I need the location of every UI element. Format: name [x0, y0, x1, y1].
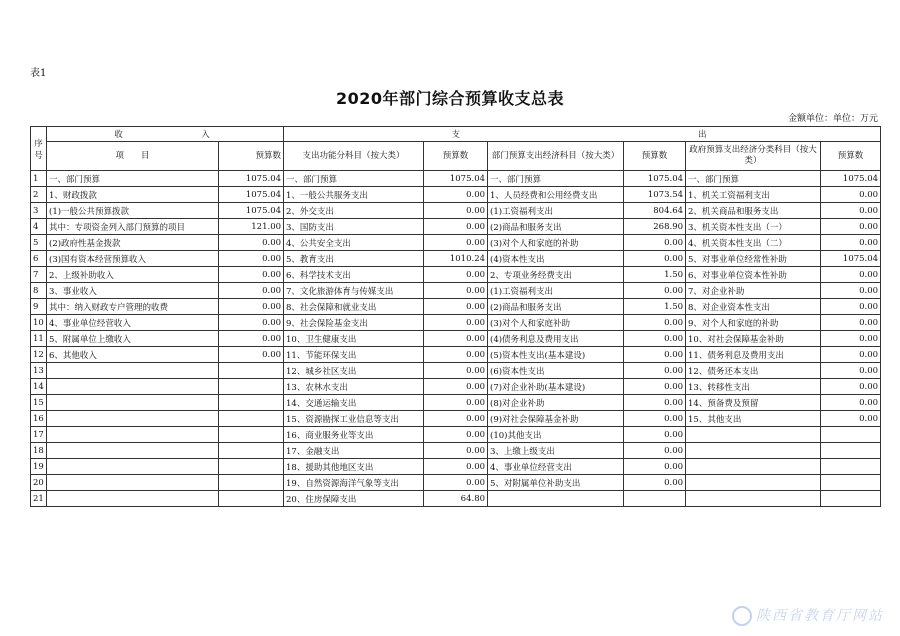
dept-item-cell: (9)对社会保障基金补助	[488, 411, 624, 427]
gov-item-cell: 12、债务还本支出	[686, 363, 821, 379]
seq-cell: 3	[31, 203, 47, 219]
income-amount-cell	[219, 475, 284, 491]
gov-amount-cell: 0.00	[821, 267, 881, 283]
income-amount-cell: 1075.04	[219, 171, 284, 187]
func-amount-cell: 1075.04	[424, 171, 488, 187]
dept-item-cell: (10)其他支出	[488, 427, 624, 443]
income-amount-cell: 121.00	[219, 219, 284, 235]
income-amount-cell	[219, 395, 284, 411]
income-item-cell	[47, 379, 219, 395]
income-item-cell	[47, 475, 219, 491]
dept-item-cell: (4)资本性支出	[488, 251, 624, 267]
gov-item-cell: 8、对企业资本性支出	[686, 299, 821, 315]
seq-cell: 13	[31, 363, 47, 379]
dept-amount-cell: 0.00	[624, 379, 686, 395]
income-amount-cell	[219, 427, 284, 443]
seq-cell: 7	[31, 267, 47, 283]
seq-cell: 5	[31, 235, 47, 251]
dept-amount-cell: 0.00	[624, 427, 686, 443]
gov-amount-cell: 0.00	[821, 203, 881, 219]
func-item-cell: 8、社会保障和就业支出	[284, 299, 424, 315]
gov-item-cell: 3、机关资本性支出（一）	[686, 219, 821, 235]
func-item-cell: 4、公共安全支出	[284, 235, 424, 251]
income-amount-cell: 0.00	[219, 267, 284, 283]
income-item-cell: 5、附属单位上缴收入	[47, 331, 219, 347]
gov-amount-cell: 0.00	[821, 331, 881, 347]
dept-amount-cell: 0.00	[624, 251, 686, 267]
dept-amount-cell: 1.50	[624, 267, 686, 283]
income-item-cell: 其中：专项资金列入部门预算的项目	[47, 219, 219, 235]
func-amount-cell: 0.00	[424, 283, 488, 299]
seq-cell: 11	[31, 331, 47, 347]
seq-cell: 17	[31, 427, 47, 443]
table-row	[31, 299, 881, 315]
dept-amount-cell: 0.00	[624, 395, 686, 411]
func-amount-cell: 0.00	[424, 395, 488, 411]
dept-amount-cell: 1.50	[624, 299, 686, 315]
dept-amount-cell: 0.00	[624, 315, 686, 331]
site-watermark	[732, 605, 884, 626]
func-item-cell: 13、农林水支出	[284, 379, 424, 395]
budget-summary-table	[30, 126, 881, 507]
gov-item-cell: 7、对企业补助	[686, 283, 821, 299]
income-item-cell	[47, 395, 219, 411]
func-item-cell: 5、教育支出	[284, 251, 424, 267]
seq-cell: 19	[31, 459, 47, 475]
dept-amount-cell: 0.00	[624, 443, 686, 459]
income-amount-cell	[219, 411, 284, 427]
income-amount-cell: 0.00	[219, 331, 284, 347]
expense-section-header: 支 出	[284, 127, 881, 142]
func-amount-cell: 0.00	[424, 299, 488, 315]
gov-item-cell	[686, 427, 821, 443]
func-amount-cell: 0.00	[424, 315, 488, 331]
table-label: 表1	[30, 68, 47, 79]
gov-amount-cell: 0.00	[821, 187, 881, 203]
table-row	[31, 315, 881, 331]
table-row	[31, 347, 881, 363]
dept-item-cell: (6)资本性支出	[488, 363, 624, 379]
gov-amount-cell	[821, 459, 881, 475]
gov-item-cell: 2、机关商品和服务支出	[686, 203, 821, 219]
func-item-cell: 17、金融支出	[284, 443, 424, 459]
dept-amount-cell: 0.00	[624, 283, 686, 299]
income-amount-cell: 0.00	[219, 315, 284, 331]
table-row	[31, 427, 881, 443]
table-row	[31, 235, 881, 251]
dept-amount-cell: 0.00	[624, 363, 686, 379]
func-item-cell: 6、科学技术支出	[284, 267, 424, 283]
func-item-header: 支出功能分科目（按大类）	[284, 142, 424, 171]
gov-amount-cell: 1075.04	[821, 171, 881, 187]
seq-header: 序号	[31, 127, 47, 171]
func-amount-cell: 0.00	[424, 219, 488, 235]
dept-amount-cell: 804.64	[624, 203, 686, 219]
income-amount-cell: 0.00	[219, 299, 284, 315]
gov-amount-cell: 0.00	[821, 315, 881, 331]
gov-item-cell: 13、转移性支出	[686, 379, 821, 395]
dept-item-cell: 3、上缴上级支出	[488, 443, 624, 459]
func-amount-header: 预算数	[424, 142, 488, 171]
func-amount-cell: 0.00	[424, 347, 488, 363]
func-item-cell: 18、援助其他地区支出	[284, 459, 424, 475]
globe-icon	[732, 606, 752, 626]
seq-cell: 12	[31, 347, 47, 363]
gov-amount-cell: 0.00	[821, 283, 881, 299]
seq-cell: 10	[31, 315, 47, 331]
seq-cell: 9	[31, 299, 47, 315]
func-amount-cell: 0.00	[424, 443, 488, 459]
gov-amount-cell: 0.00	[821, 299, 881, 315]
func-item-cell: 一、部门预算	[284, 171, 424, 187]
income-item-cell: 1、财政拨款	[47, 187, 219, 203]
income-item-cell: 6、其他收入	[47, 347, 219, 363]
func-amount-cell: 0.00	[424, 475, 488, 491]
table-row	[31, 411, 881, 427]
income-amount-cell: 0.00	[219, 251, 284, 267]
gov-item-cell: 15、其他支出	[686, 411, 821, 427]
income-item-cell	[47, 443, 219, 459]
income-item-header: 项 目	[47, 142, 219, 171]
gov-amount-cell	[821, 443, 881, 459]
dept-item-header: 部门预算支出经济科目（按大类）	[488, 142, 624, 171]
func-item-cell: 2、外交支出	[284, 203, 424, 219]
func-item-cell: 20、住房保障支出	[284, 491, 424, 507]
income-amount-cell	[219, 363, 284, 379]
func-item-cell: 11、节能环保支出	[284, 347, 424, 363]
seq-cell: 20	[31, 475, 47, 491]
gov-item-cell: 4、机关资本性支出（二）	[686, 235, 821, 251]
income-item-cell: 4、事业单位经营收入	[47, 315, 219, 331]
dept-item-cell	[488, 491, 624, 507]
func-item-cell: 7、文化旅游体育与传媒支出	[284, 283, 424, 299]
income-item-cell: (3)国有资本经营预算收入	[47, 251, 219, 267]
table-row	[31, 187, 881, 203]
gov-item-cell	[686, 443, 821, 459]
func-item-cell: 9、社会保险基金支出	[284, 315, 424, 331]
income-amount-cell	[219, 459, 284, 475]
table-body	[31, 171, 881, 507]
gov-amount-cell: 0.00	[821, 379, 881, 395]
func-amount-cell: 0.00	[424, 379, 488, 395]
gov-amount-cell: 0.00	[821, 363, 881, 379]
watermark-text: 陕西省教育厅网站	[756, 608, 884, 624]
gov-amount-cell: 1075.04	[821, 251, 881, 267]
dept-item-cell: (3)对个人和家庭的补助	[488, 235, 624, 251]
func-amount-cell: 0.00	[424, 203, 488, 219]
income-item-cell	[47, 491, 219, 507]
dept-item-cell: 1、人员经费和公用经费支出	[488, 187, 624, 203]
gov-amount-cell	[821, 491, 881, 507]
gov-amount-cell: 0.00	[821, 235, 881, 251]
gov-amount-cell	[821, 475, 881, 491]
table-row	[31, 475, 881, 491]
dept-amount-cell: 0.00	[624, 459, 686, 475]
income-item-cell	[47, 411, 219, 427]
gov-amount-cell: 0.00	[821, 219, 881, 235]
gov-item-cell: 5、对事业单位经常性补助	[686, 251, 821, 267]
gov-item-header: 政府预算支出经济分类科目（按大类）	[686, 142, 821, 171]
func-item-cell: 14、交通运输支出	[284, 395, 424, 411]
dept-item-cell: (4)债务利息及费用支出	[488, 331, 624, 347]
func-item-cell: 3、国防支出	[284, 219, 424, 235]
gov-amount-cell: 0.00	[821, 411, 881, 427]
table-row	[31, 459, 881, 475]
table-row	[31, 219, 881, 235]
dept-item-cell: (2)商品和服务支出	[488, 299, 624, 315]
dept-item-cell: (3)对个人和家庭补助	[488, 315, 624, 331]
gov-item-cell	[686, 475, 821, 491]
income-amount-cell: 0.00	[219, 283, 284, 299]
seq-cell: 15	[31, 395, 47, 411]
table-row	[31, 267, 881, 283]
func-amount-cell: 0.00	[424, 187, 488, 203]
seq-cell: 18	[31, 443, 47, 459]
income-amount-cell: 1075.04	[219, 187, 284, 203]
gov-item-cell: 9、对个人和家庭的补助	[686, 315, 821, 331]
table-row	[31, 251, 881, 267]
func-amount-cell: 0.00	[424, 235, 488, 251]
dept-amount-cell: 0.00	[624, 475, 686, 491]
income-item-cell: (2)政府性基金拨款	[47, 235, 219, 251]
func-amount-cell: 1010.24	[424, 251, 488, 267]
income-amount-cell	[219, 443, 284, 459]
income-amount-cell	[219, 379, 284, 395]
table-row	[31, 203, 881, 219]
func-amount-cell: 0.00	[424, 411, 488, 427]
dept-amount-cell: 1073.54	[624, 187, 686, 203]
func-amount-cell: 0.00	[424, 267, 488, 283]
dept-item-cell: (8)对企业补助	[488, 395, 624, 411]
func-item-cell: 16、商业服务业等支出	[284, 427, 424, 443]
func-amount-cell: 0.00	[424, 459, 488, 475]
table-row	[31, 395, 881, 411]
gov-amount-cell	[821, 427, 881, 443]
income-item-cell: 2、上级补助收入	[47, 267, 219, 283]
dept-item-cell: 4、事业单位经营支出	[488, 459, 624, 475]
dept-item-cell: (1)工资福利支出	[488, 203, 624, 219]
income-item-cell: (1)一般公共预算拨款	[47, 203, 219, 219]
table-row	[31, 443, 881, 459]
gov-amount-cell: 0.00	[821, 395, 881, 411]
table-row	[31, 283, 881, 299]
income-amount-cell	[219, 491, 284, 507]
gov-item-cell	[686, 459, 821, 475]
income-item-cell	[47, 363, 219, 379]
dept-item-cell: (2)商品和服务支出	[488, 219, 624, 235]
dept-item-cell: (7)对企业补助(基本建设)	[488, 379, 624, 395]
dept-amount-cell: 0.00	[624, 235, 686, 251]
income-amount-cell: 0.00	[219, 347, 284, 363]
income-amount-header: 预算数	[219, 142, 284, 171]
gov-item-cell: 一、部门预算	[686, 171, 821, 187]
unit-label: 金额单位：单位：万元	[787, 114, 878, 124]
dept-amount-cell: 0.00	[624, 331, 686, 347]
gov-item-cell: 10、对社会保障基金补助	[686, 331, 821, 347]
income-item-cell: 3、事业收入	[47, 283, 219, 299]
gov-item-cell: 11、债务利息及费用支出	[686, 347, 821, 363]
seq-cell: 8	[31, 283, 47, 299]
dept-amount-cell: 0.00	[624, 347, 686, 363]
dept-item-cell: (1)工资福利支出	[488, 283, 624, 299]
dept-amount-header: 预算数	[624, 142, 686, 171]
func-amount-cell: 64.80	[424, 491, 488, 507]
dept-item-cell: (5)资本性支出(基本建设)	[488, 347, 624, 363]
dept-item-cell: 2、专项业务经费支出	[488, 267, 624, 283]
page-title: 2020年部门综合预算收支总表	[335, 89, 565, 108]
func-item-cell: 10、卫生健康支出	[284, 331, 424, 347]
seq-cell: 4	[31, 219, 47, 235]
func-item-cell: 1、一般公共服务支出	[284, 187, 424, 203]
gov-amount-header: 预算数	[821, 142, 881, 171]
func-amount-cell: 0.00	[424, 331, 488, 347]
table-row	[31, 171, 881, 187]
dept-item-cell: 一、部门预算	[488, 171, 624, 187]
income-amount-cell: 1075.04	[219, 203, 284, 219]
income-item-cell	[47, 459, 219, 475]
income-item-cell	[47, 427, 219, 443]
income-item-cell: 其中：纳入财政专户管理的收费	[47, 299, 219, 315]
income-item-cell: 一、部门预算	[47, 171, 219, 187]
gov-amount-cell: 0.00	[821, 347, 881, 363]
table-row	[31, 491, 881, 507]
func-amount-cell: 0.00	[424, 427, 488, 443]
gov-item-cell: 14、预备费及预留	[686, 395, 821, 411]
dept-amount-cell: 1075.04	[624, 171, 686, 187]
seq-cell: 2	[31, 187, 47, 203]
gov-item-cell: 6、对事业单位资本性补助	[686, 267, 821, 283]
func-item-cell: 12、城乡社区支出	[284, 363, 424, 379]
dept-amount-cell: 268.90	[624, 219, 686, 235]
dept-item-cell: 5、对附属单位补助支出	[488, 475, 624, 491]
gov-item-cell	[686, 491, 821, 507]
table-row	[31, 363, 881, 379]
table-row	[31, 331, 881, 347]
func-amount-cell: 0.00	[424, 363, 488, 379]
dept-amount-cell	[624, 491, 686, 507]
func-item-cell: 19、自然资源海洋气象等支出	[284, 475, 424, 491]
table-row	[31, 379, 881, 395]
dept-amount-cell: 0.00	[624, 411, 686, 427]
seq-cell: 21	[31, 491, 47, 507]
gov-item-cell: 1、机关工资福利支出	[686, 187, 821, 203]
seq-cell: 14	[31, 379, 47, 395]
seq-cell: 6	[31, 251, 47, 267]
seq-cell: 16	[31, 411, 47, 427]
func-item-cell: 15、资源勘探工业信息等支出	[284, 411, 424, 427]
income-section-header: 收 入	[47, 127, 284, 142]
seq-cell: 1	[31, 171, 47, 187]
income-amount-cell: 0.00	[219, 235, 284, 251]
